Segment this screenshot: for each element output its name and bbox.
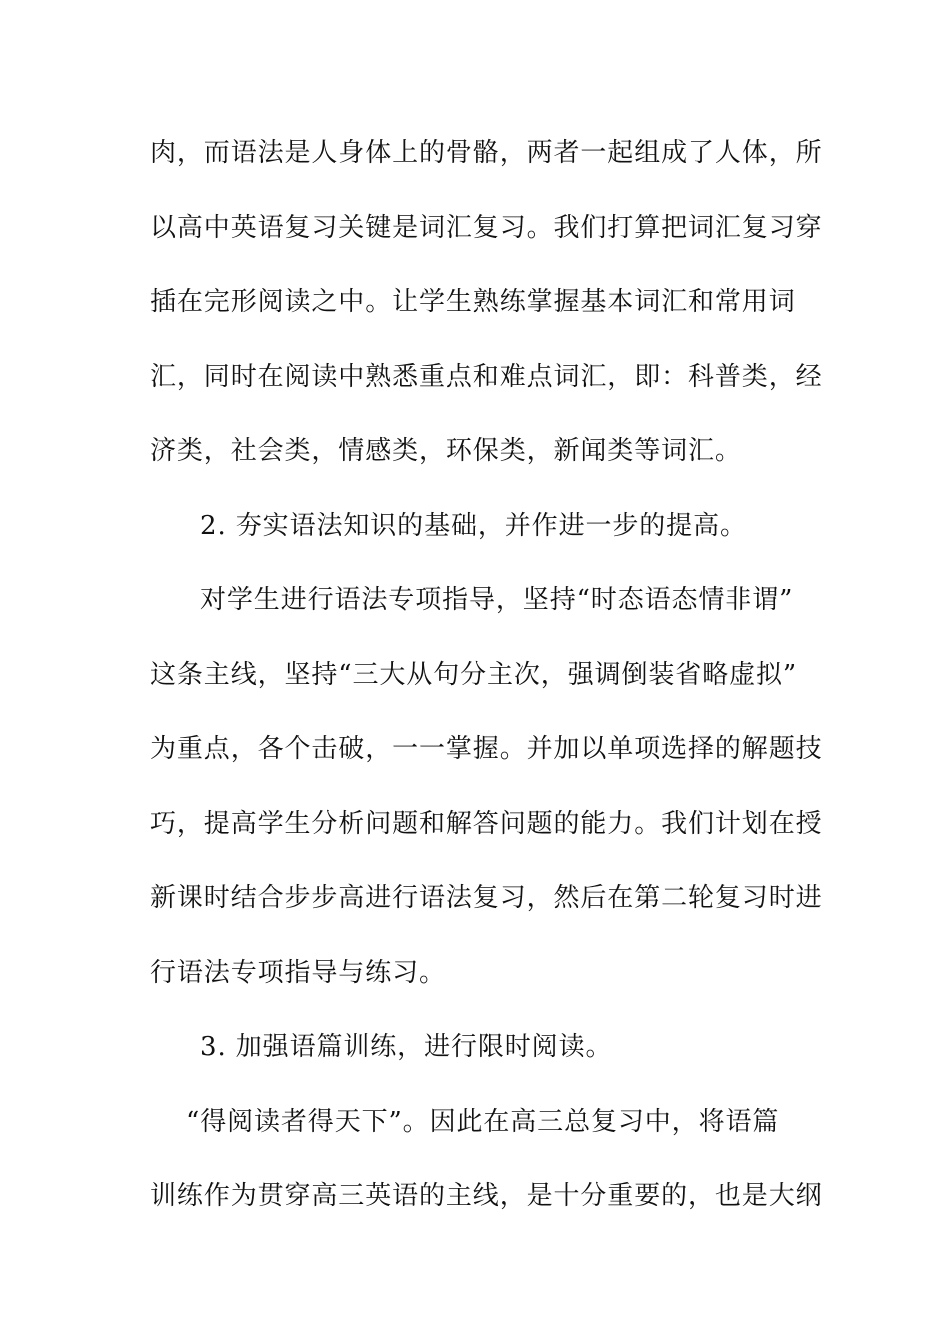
text-line: 新课时结合步步高进行语法复习，然后在第二轮复习时进 (150, 883, 823, 913)
text-line: 济类，社会类，情感类，环保类，新闻类等词汇。 (150, 436, 742, 466)
text-line: 训练作为贯穿高三英语的主线，是十分重要的，也是大纲 (150, 1181, 823, 1211)
text-line: 巧，提高学生分析问题和解答问题的能力。我们计划在授 (150, 809, 823, 839)
text-line: 插在完形阅读之中。让学生熟练掌握基本词汇和常用词 (150, 287, 796, 317)
text-line: 为重点，各个击破，一一掌握。并加以单项选择的解题技 (150, 734, 823, 764)
paragraph-start: “得阅读者得天下”。因此在高三总复习中，将语篇 (186, 1107, 780, 1137)
text-line: 这条主线，坚持“三大从句分主次，强调倒装省略虚拟” (150, 660, 798, 690)
section-heading-3: 3. 加强语篇训练，进行限时阅读。 (200, 1032, 613, 1062)
text-line: 汇，同时在阅读中熟悉重点和难点词汇，即：科普类，经 (150, 362, 823, 392)
text-line: 以高中英语复习关键是词汇复习。我们打算把词汇复习穿 (150, 213, 823, 243)
text-line: 肉，而语法是人身体上的骨骼，两者一起组成了人体，所 (150, 138, 823, 168)
section-heading-2: 2. 夯实语法知识的基础，并作进一步的提高。 (200, 511, 747, 541)
paragraph-start: 对学生进行语法专项指导，坚持“时态语态情非谓” (200, 585, 794, 615)
text-line: 行语法专项指导与练习。 (150, 958, 446, 988)
